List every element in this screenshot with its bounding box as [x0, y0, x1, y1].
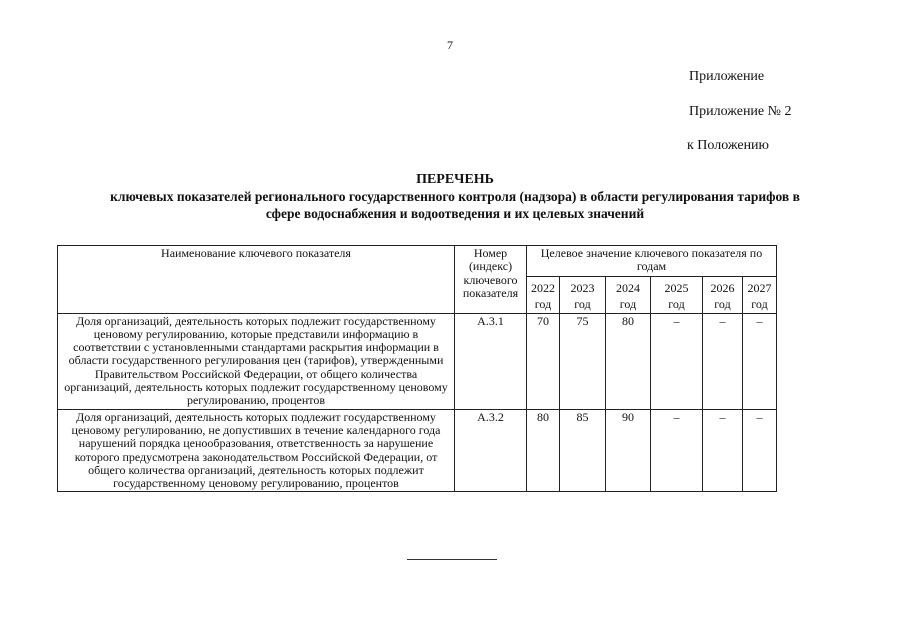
year-header	[743, 277, 777, 314]
title-subtitle-line1: ключевых показателей регионального государственного контроля (надзора) в области регулирования тарифов в	[110, 189, 800, 204]
indicator-name: Доля организаций, деятельность которых подлежит государственному ценовому регулированию, которые представили информацию в соответствии с установленными стандартами раскрытия информации в области государственного регулирования цен (тарифов), утвержденными Правительством Российской Федерации, от общего количества организаций, деятельность которых подлежит государственному ценовому регулированию, процентов	[58, 313, 455, 409]
year-value: 2023	[570, 281, 595, 295]
target-value: –	[703, 409, 743, 492]
target-value: –	[651, 313, 703, 409]
table-row	[58, 409, 777, 492]
target-value: –	[651, 409, 703, 492]
indicator-name: Доля организаций, деятельность которых подлежит государственному ценовому регулированию, не допустивших в течение календарного года нарушений порядка ценообразования, ответственность за нарушение которого предусмотрена законодательством Российской Федерации, от общего количества организаций, деятельность которых подлежит государственному ценовому регулированию, процентов	[58, 409, 455, 492]
target-value: 80	[606, 313, 651, 409]
indicator-code: А.3.2	[455, 409, 527, 492]
annex-number: Приложение № 2	[689, 104, 792, 119]
table-header-row	[58, 246, 777, 277]
target-value: 75	[560, 313, 606, 409]
year-header	[651, 277, 703, 314]
year-unit: год	[619, 297, 637, 312]
year-header	[527, 277, 560, 314]
year-value: 2024	[616, 281, 640, 295]
page-number: 7	[447, 38, 453, 52]
year-unit: год	[751, 297, 768, 312]
target-value: 80	[527, 409, 560, 492]
year-unit: год	[668, 297, 685, 312]
year-value: 2027	[747, 281, 772, 295]
year-value: 2026	[710, 281, 735, 295]
annex-label: Приложение	[689, 69, 765, 84]
document-title	[40, 171, 870, 222]
year-value: 2022	[531, 281, 555, 295]
indicators-table	[57, 245, 777, 492]
target-value: 90	[606, 409, 651, 492]
header-name: Наименование ключевого показателя	[58, 246, 455, 314]
year-header	[703, 277, 743, 314]
title-heading: ПЕРЕЧЕНЬ	[416, 172, 494, 187]
target-value: 70	[527, 313, 560, 409]
year-value: 2025	[664, 281, 689, 295]
footer-divider	[407, 559, 497, 560]
title-subtitle-line2: сфере водоснабжения и водоотведения и их целевых значений	[265, 206, 645, 221]
target-value: 85	[560, 409, 606, 492]
target-value: –	[743, 409, 777, 492]
year-header	[606, 277, 651, 314]
header-code: Номер (индекс) ключевого показателя	[455, 246, 527, 314]
year-unit: год	[534, 297, 552, 312]
target-value: –	[703, 313, 743, 409]
year-unit: год	[714, 297, 731, 312]
target-value: –	[743, 313, 777, 409]
annex-reference: к Положению	[687, 138, 770, 153]
header-target: Целевое значение ключевого показателя по годам	[527, 246, 777, 277]
indicator-code: А.3.1	[455, 313, 527, 409]
year-header	[560, 277, 606, 314]
year-unit: год	[574, 297, 591, 312]
table-row	[58, 313, 777, 409]
